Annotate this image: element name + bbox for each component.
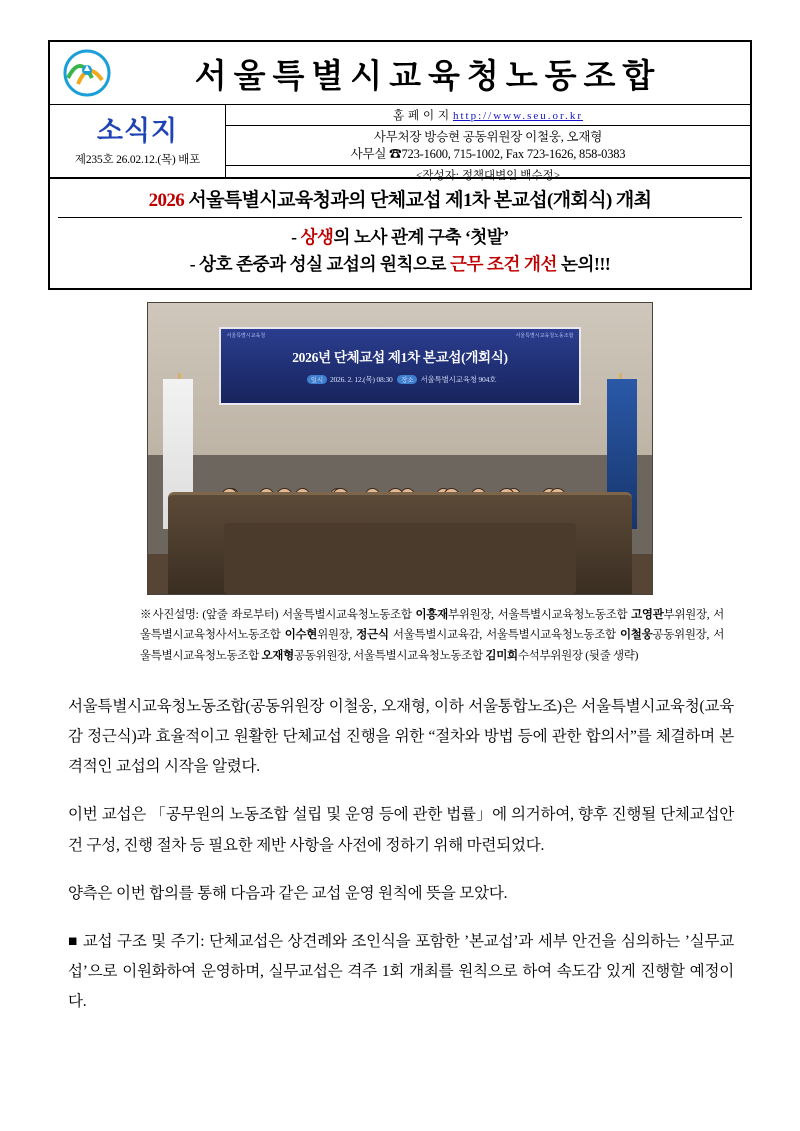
paragraph-2: 이번 교섭은 「공무원의 노동조합 설립 및 운영 등에 관한 법률」에 의거하여, 향후 진행될 단체교섭안건 구성, 진행 절차 등 필요한 제반 사항을 사전에 정하기 위해 마련되었다.	[68, 806, 734, 854]
headline-sub-1-dash: -	[291, 227, 301, 247]
photo-banner-title: 2026년 단체교섭 제1차 본교섭(개회식)	[292, 349, 508, 365]
photo-wrapper	[48, 302, 752, 595]
photo-banner-time: 2026. 2. 12.(목) 08:30	[329, 374, 393, 384]
homepage-url[interactable]: http://www.seu.or.kr	[452, 110, 583, 122]
paragraph-4: ■ 교섭 구조 및 주기: 단체교섭은 상견례와 조인식을 포함한 ’본교섭’과 세부 안건을 심의하는 ’실무교섭’으로 이원화하여 운영하며, 실무교섭은 격주 1회 개최를 원칙으로 하여 속도감 있게 진행할 예정이다.	[68, 932, 735, 1011]
photo-banner-time-tag: 일시	[307, 375, 327, 384]
photo-banner-logo-left: 서울특별시교육청	[226, 333, 266, 339]
newsletter-label: 소식지	[96, 116, 179, 147]
photo-caption: ※사진설명: (앞줄 좌로부터) 서울특별시교육청노동조합 이흥재부위원장, 서울특별시교육청노동조합 고영관부위원장, 서울특별시교육청사서노동조합 이수현위원장, 정근식 서울특별시교육감, 서울특별시교육청노동조합 이철웅공동위원장, 서울특별시교육청노동조합 오재형공동위원장, 서울특별시교육청노동조합 김미희수석부위원장 (뒷줄 생략)	[140, 609, 725, 662]
organization-title: 서울특별시교육청노동조합	[194, 58, 662, 95]
meeting-photo	[147, 302, 653, 595]
masthead-contact-block	[226, 105, 750, 182]
headline-sub-1-red: 상생	[300, 227, 334, 247]
masthead-info-row	[50, 105, 750, 182]
headline-main-year: 2026	[148, 190, 189, 211]
writer-line: <작성자: 정책대변인 백수정>	[226, 165, 750, 184]
contact-line-2: 사무실 ☎723-1600, 715-1002, Fax 723-1626, 858-0383	[350, 146, 626, 161]
photo-banner-details	[221, 374, 580, 385]
masthead	[48, 40, 752, 182]
headline-sub-1	[58, 224, 742, 251]
headline-main	[58, 185, 742, 218]
newsletter-block	[50, 105, 226, 177]
photo-banner-place: 서울특별시교육청 904호	[420, 374, 497, 384]
photo-banner-place-tag: 장소	[397, 375, 417, 384]
headline-sub-2-red: 근무 조건 개선	[450, 254, 558, 275]
headline-main-text: 서울특별시교육청과의 단체교섭 제1차 본교섭(개회식) 개최	[188, 190, 652, 211]
homepage-label: 홈 페 이 지	[393, 110, 450, 122]
masthead-title-row	[50, 42, 750, 105]
homepage-row	[226, 105, 750, 126]
photo-banner	[219, 327, 582, 406]
article-body	[48, 692, 752, 1018]
paragraph-3: 양측은 이번 합의를 통해 다음과 같은 교섭 운영 원칙에 뜻을 모았다.	[68, 884, 508, 902]
paragraph-1: 서울특별시교육청노동조합(공동위원장 이철웅, 오재형, 이하 서울통합노조)은 서울특별시교육청(교육감 정근식)과 효율적이고 원활한 단체교섭 진행을 위한 “절차와 방법 등에 관한 합의서”를 체결하며 본격적인 교섭의 시작을 알렸다.	[68, 697, 734, 776]
headline-sub-2	[58, 251, 742, 278]
contact-line-1: 사무처장 방승현 공동위원장 이철웅, 오재형	[373, 130, 603, 144]
headline-sub-2-dash: -	[189, 254, 200, 275]
photo-conference-table	[168, 492, 632, 594]
photo-banner-logo-right: 서울특별시교육청노동조합	[515, 333, 574, 339]
headline-sub-2-pre: 상호 존중과 성실 교섭의 원칙으로	[199, 254, 451, 275]
photo-banner-logos	[227, 332, 574, 339]
headline-sub-2-post: 논의!!!	[557, 254, 611, 275]
seoul-union-logo-icon	[60, 48, 114, 98]
headline-box	[48, 179, 752, 290]
headline-sub-1-rest: 의 노사 관계 구축 ‘첫발’	[333, 227, 509, 247]
issue-number-date: 제235호 26.02.12.(목) 배포	[74, 153, 201, 166]
contact-lines	[226, 126, 750, 163]
headline-sub-lines	[58, 224, 742, 278]
